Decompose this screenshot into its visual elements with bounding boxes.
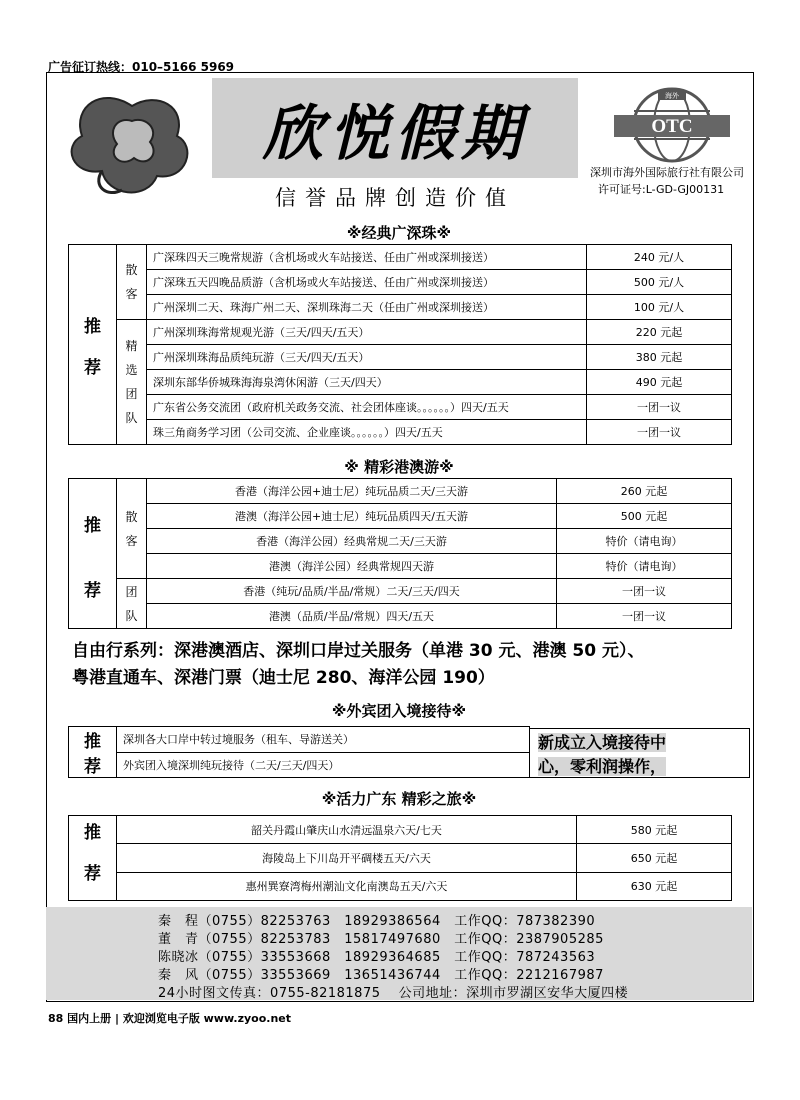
contact-line: 秦 风（0755）33553669 13651436744 工作QQ：2212167987 bbox=[158, 968, 604, 983]
gangao-table bbox=[68, 478, 732, 629]
tour-price: 240 元/人 bbox=[587, 245, 732, 270]
tour-price: 100 元/人 bbox=[587, 295, 732, 320]
category-sanke: 散客 bbox=[117, 245, 147, 320]
agency-name: 深圳市海外国际旅行社有限公司 bbox=[590, 166, 744, 179]
tour-name: 香港（海洋公园）经典常规二天/三天游 bbox=[147, 529, 557, 554]
recommend-label: 推 荐 bbox=[69, 479, 117, 629]
section-title-gangao: ※ 精彩港澳游※ bbox=[344, 458, 454, 476]
tour-name: 韶关丹霞山肇庆山水清远温泉六天/七天 bbox=[117, 816, 577, 844]
category-jingxuan: 精选团队 bbox=[117, 320, 147, 445]
otc-globe-logo-icon bbox=[612, 86, 732, 164]
tour-price: 特价（请电询） bbox=[557, 529, 732, 554]
tour-name: 广深珠四天三晚常规游（含机场或火车站接送、任由广州或深圳接送） bbox=[147, 245, 587, 270]
tour-name: 广州深圳二天、珠海广州二天、深圳珠海二天（任由广州或深圳接送） bbox=[147, 295, 587, 320]
category-sanke: 散客 bbox=[117, 479, 147, 579]
tour-name: 惠州巽寮湾梅州潮汕文化南澳岛五天/六天 bbox=[117, 872, 577, 900]
contact-line: 陈晓冰（0755）33553668 18929364685 工作QQ：787243563 bbox=[158, 950, 596, 965]
section-title-inbound: ※外宾团入境接待※ bbox=[331, 702, 467, 720]
tour-price: 380 元起 bbox=[587, 345, 732, 370]
tour-name: 港澳（海洋公园+迪士尼）纯玩品质四天/五天游 bbox=[147, 504, 557, 529]
contact-line: 董 青（0755）82253783 15817497680 工作QQ：2387905285 bbox=[158, 932, 604, 947]
tour-price: 一团一议 bbox=[557, 604, 732, 629]
tour-price: 490 元起 bbox=[587, 370, 732, 395]
tour-price: 630 元起 bbox=[577, 872, 732, 900]
slogan: 信誉品牌创造价值 bbox=[275, 186, 515, 210]
tour-price: 260 元起 bbox=[557, 479, 732, 504]
inbound-table bbox=[68, 726, 530, 778]
service-item: 深圳各大口岸中转过境服务（租车、导游送关） bbox=[117, 727, 530, 753]
contact-line: 秦 程（0755）82253763 18929386564 工作QQ：787382390 bbox=[158, 914, 596, 929]
tour-name: 深圳东部华侨城珠海海泉湾休闲游（三天/四天） bbox=[147, 370, 587, 395]
tour-name: 香港（海洋公园+迪士尼）纯玩品质二天/三天游 bbox=[147, 479, 557, 504]
tour-name: 广深珠五天四晚品质游（含机场或火车站接送、任由广州或深圳接送） bbox=[147, 270, 587, 295]
tour-name: 海陵岛上下川岛开平碉楼五天/六天 bbox=[117, 844, 577, 872]
flower-logo-icon bbox=[62, 86, 202, 206]
tour-name: 广东省公务交流团（政府机关政务交流、社会团体座谈。。。。。。）四天/五天 bbox=[147, 395, 587, 420]
tour-price: 500 元起 bbox=[557, 504, 732, 529]
brand-title: 欣悦假期 bbox=[263, 99, 527, 169]
tour-price: 580 元起 bbox=[577, 816, 732, 844]
tour-price: 一团一议 bbox=[557, 579, 732, 604]
service-item: 外宾团入境深圳纯玩接待（二天/三天/四天） bbox=[117, 752, 530, 778]
tour-price: 650 元起 bbox=[577, 844, 732, 872]
tour-price: 特价（请电询） bbox=[557, 554, 732, 579]
recommend-label: 推 荐 bbox=[69, 816, 117, 901]
tour-price: 500 元/人 bbox=[587, 270, 732, 295]
otc-logo-text: OTC bbox=[651, 116, 693, 137]
inbound-center-note: 新成立入境接待中 心，零利润操作， bbox=[530, 728, 750, 778]
contact-fax-address: 24小时图文传真：0755-82181875 公司地址：深圳市罗湖区安华大厦四楼 bbox=[158, 986, 629, 1001]
tour-price: 一团一议 bbox=[587, 420, 732, 445]
license-number: 许可证号:L-GD-GJ00131 bbox=[598, 183, 725, 196]
guangshenzhu-table bbox=[68, 244, 732, 445]
tour-name: 港澳（品质/半品/常规）四天/五天 bbox=[147, 604, 557, 629]
category-tuandui: 团队 bbox=[117, 579, 147, 629]
tour-name: 香港（纯玩/品质/半品/常规）二天/三天/四天 bbox=[147, 579, 557, 604]
tour-name: 港澳（海洋公园）经典常规四天游 bbox=[147, 554, 557, 579]
tour-name: 珠三角商务学习团（公司交流、企业座谈。。。。。。）四天/五天 bbox=[147, 420, 587, 445]
section-title-guangdong: ※活力广东 精彩之旅※ bbox=[321, 790, 477, 808]
tour-price: 220 元起 bbox=[587, 320, 732, 345]
tour-name: 广州深圳珠海品质纯玩游（三天/四天/五天） bbox=[147, 345, 587, 370]
section-title-guangshenzhu: ※经典广深珠※ bbox=[346, 224, 452, 242]
free-travel-series: 自由行系列：深港澳酒店、深圳口岸过关服务（单港 30 元、港澳 50 元）、 粤港直通车、深港门票（迪士尼 280、海洋公园 190） bbox=[72, 641, 645, 688]
ad-hotline: 广告征订热线：010–5166 5969 bbox=[48, 60, 235, 74]
otc-logo-small-text: 海外 bbox=[665, 92, 679, 100]
page-footer: 88 国内上册 | 欢迎浏览电子版 www.zyoo.net bbox=[48, 1012, 292, 1025]
guangdong-table bbox=[68, 815, 732, 901]
recommend-label: 推 荐 bbox=[69, 727, 117, 778]
tour-price: 一团一议 bbox=[587, 395, 732, 420]
tour-name: 广州深圳珠海常规观光游（三天/四天/五天） bbox=[147, 320, 587, 345]
recommend-label: 推 荐 bbox=[69, 245, 117, 445]
